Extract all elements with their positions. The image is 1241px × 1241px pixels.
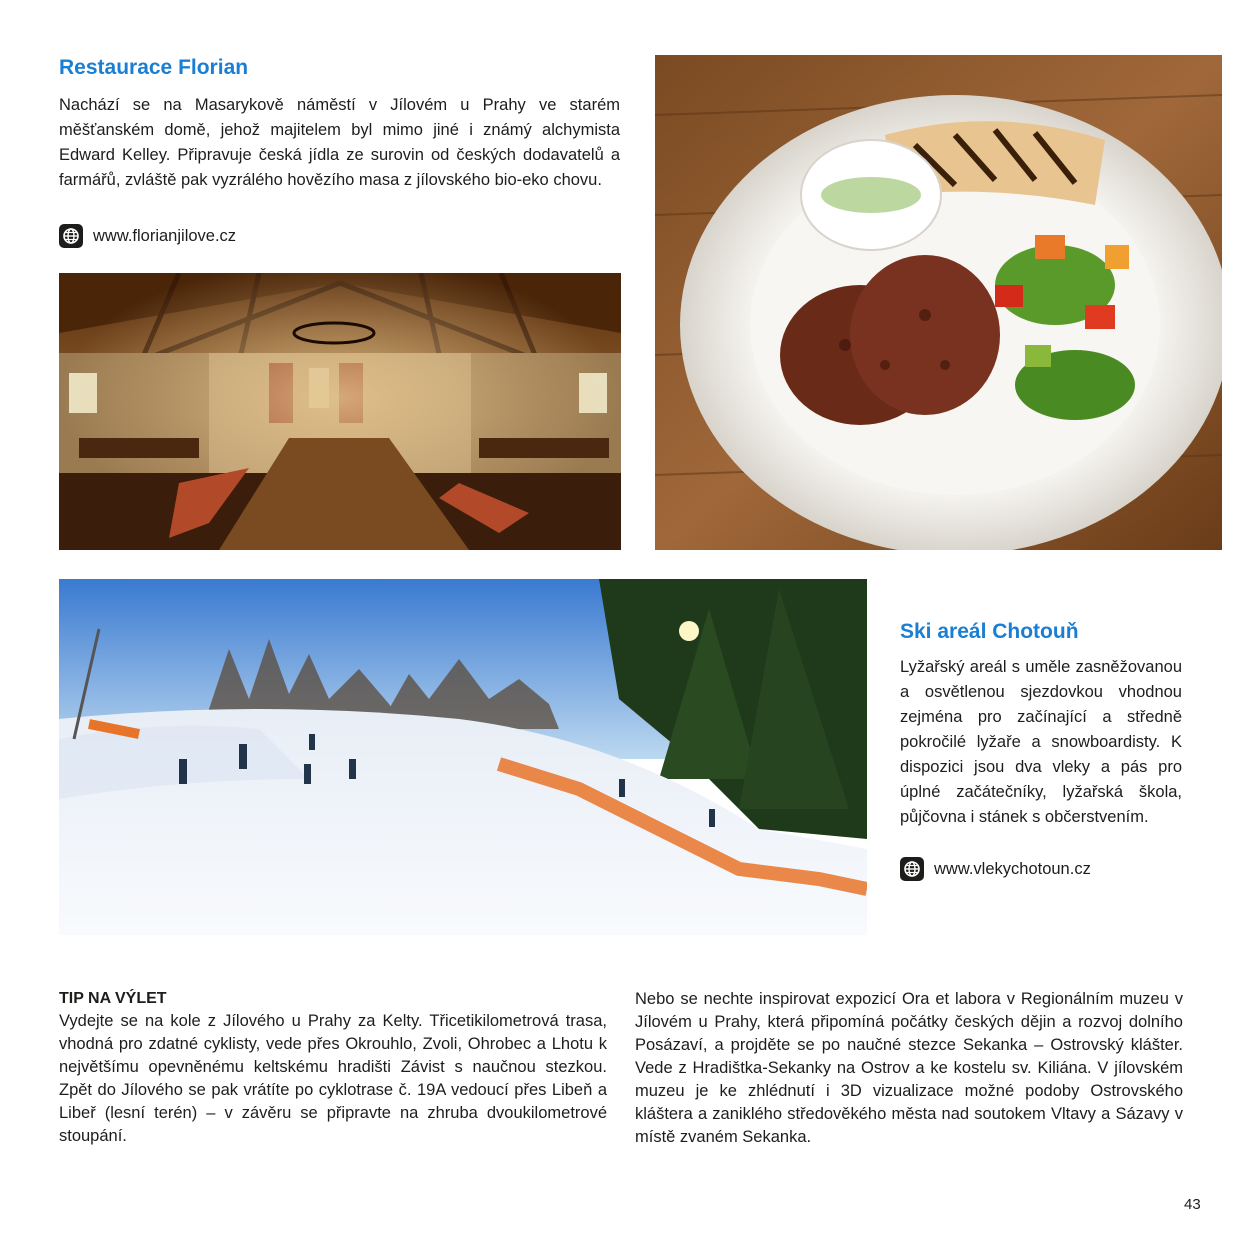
restaurant-website-row[interactable]: [59, 224, 236, 248]
tip-right-text: Nebo se nechte inspirovat expozicí Ora et labora v Regionálním muzeu v Jílovém u Prahy, která připomíná počátky českých dějin a rozvoj dolního Posázaví, a projděte se po naučné stezce Sekanka – Ostrovský klášter. Vede z Hradištka-Sekanky na Ostrov a ke kostelu sv. Kiliána. V jílovském muzeu je ke zhlédnutí i 3D vizualizace možné podoby Ostrovského kláštera a zaniklého středověkého města nad soutokem Vltavy a Sázavy v místě zvaném Sekanka.: [635, 990, 1183, 1146]
ski-website-link[interactable]: www.vlekychotoun.cz: [934, 859, 1091, 878]
restaurant-description: Nachází se na Masarykově náměstí v Jílovém u Prahy ve starém měšťanském domě, jehož majitelem byl mimo jiné i známý alchymista Edward Kelley. Připravuje česká jídla ze surovin od českých dodavatelů a farmářů, zvláště pak vyzrálého hovězího masa z jílovského bio-eko chovu.: [59, 96, 620, 189]
ski-website-row[interactable]: [900, 857, 1091, 881]
tip-left-column: [59, 988, 607, 1148]
restaurant-website-link[interactable]: www.florianjilove.cz: [93, 226, 237, 245]
tip-right-column: [635, 988, 1183, 1149]
tip-title: TIP NA VÝLET: [59, 990, 167, 1007]
ski-title: Ski areál Chotouň: [900, 620, 1079, 643]
ski-slope-photo: [59, 579, 867, 935]
tip-left-text: Vydejte se na kole z Jílového u Prahy za Kelty. Třicetikilometrová trasa, vhodná pro zdatné cyklisty, vede přes Okrouhlo, Zvoli, Ohrobec a Lhotu k největšímu opevněnému keltskému hradišti Závist s naučnou stezkou. Zpět do Jílového se pak vrátíte po cyklotrase č. 19A vedoucí přes Libeň a Libeř (lesní terén) – v závěru se připravte na zhruba dvoukilometrové stoupání.: [59, 1012, 607, 1145]
food-photo: [655, 55, 1222, 550]
ski-description: Lyžařský areál s uměle zasněžovanou a osvětlenou sjezdovkou vhodnou zejména pro začínající a středně pokročilé lyžaře a snowboardisty. K dispozici jsou dva vleky a pás pro úplné začátečníky, lyžařská škola, půjčovna i stánek s občerstvením.: [900, 658, 1182, 826]
globe-icon: [900, 857, 924, 881]
restaurant-interior-photo: [59, 273, 621, 550]
globe-icon: [59, 224, 83, 248]
page-number: 43: [1184, 1196, 1201, 1213]
restaurant-title: Restaurace Florian: [59, 56, 249, 79]
